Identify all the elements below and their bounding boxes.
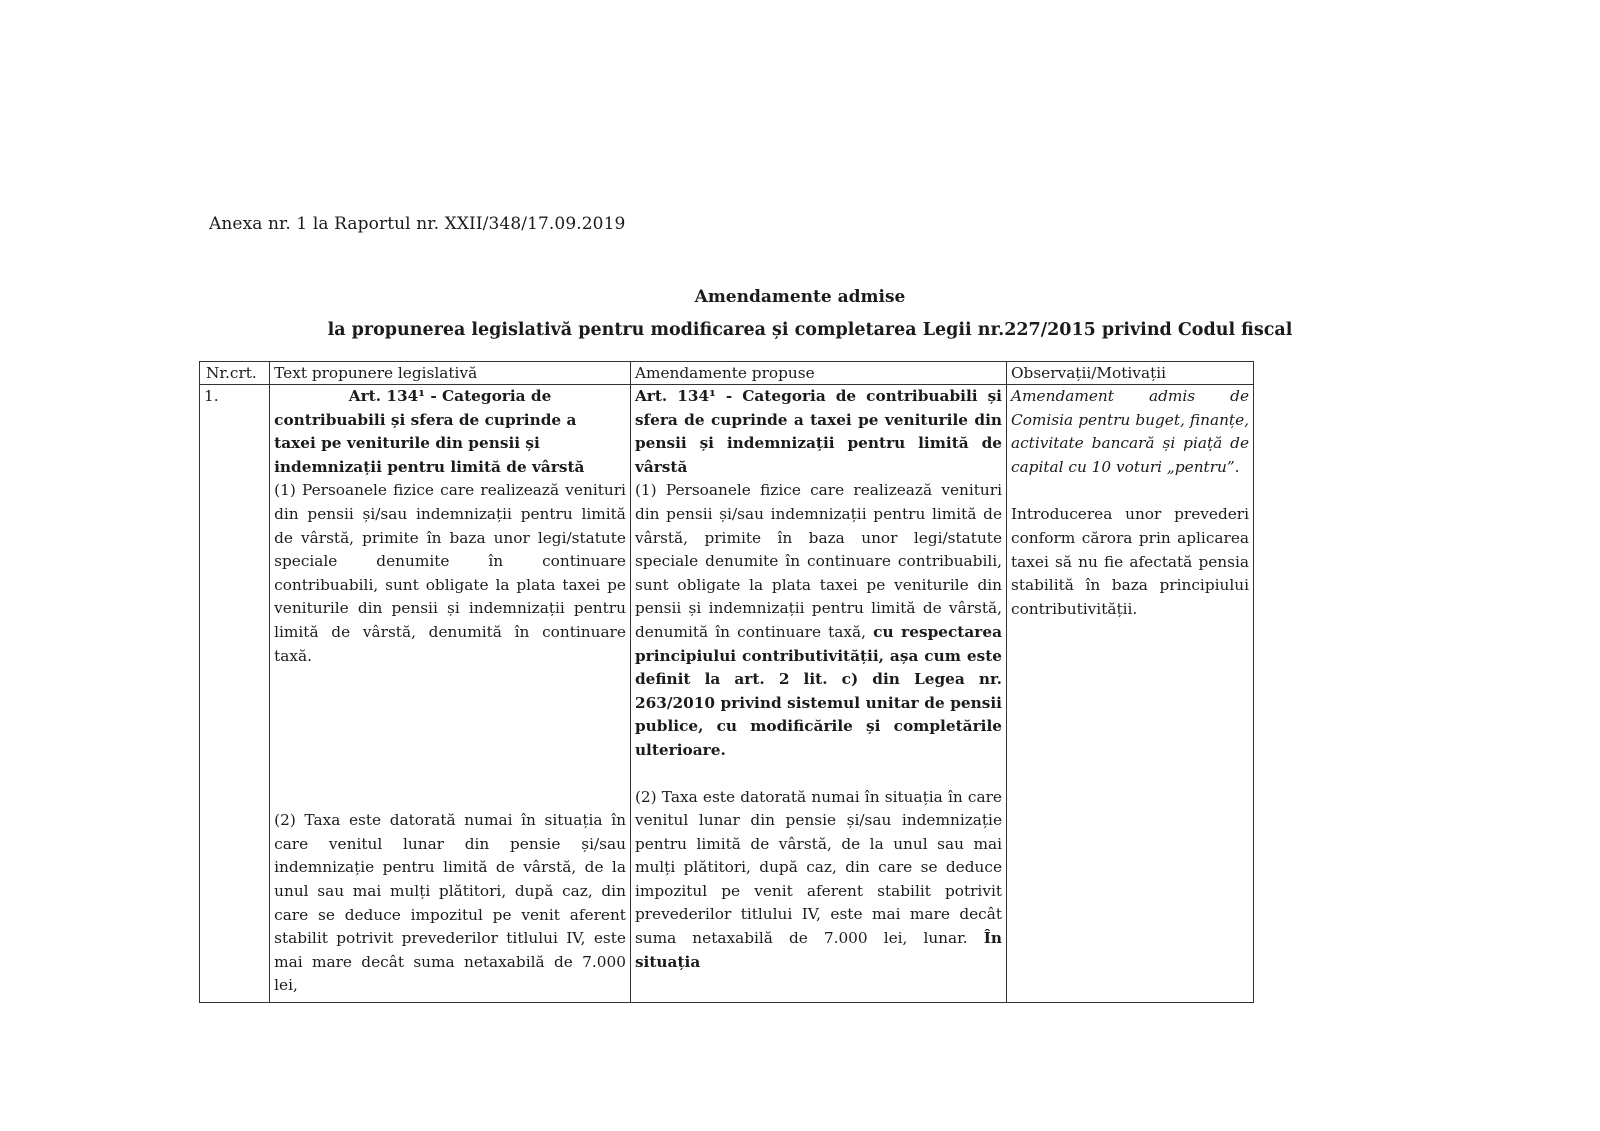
column-header-observations: Observații/Motivații: [1007, 362, 1254, 385]
committee-note: Amendament admis de Comisia pentru buget, finanțe, activitate bancară și piață de capital cu 10 voturi „pentru”.: [1011, 387, 1249, 476]
motivation-text: Introducerea unor prevederi conform cărora prin aplicarea taxei să nu fie afectată pensia stabilită în baza principiului contributivității.: [1011, 505, 1249, 618]
observations-cell: [1007, 385, 1254, 1003]
amendment-paragraph-1-addition: cu respectarea principiului contributivității, așa cum este definit la art. 2 lit. c) din Legea nr. 263/2010 privind sistemul unitar de pensii publice, cu modificările și completările ulterioare.: [634, 622, 1002, 759]
amendment-heading: Art. 134¹ - Categoria de contribuabili și sfera de cuprinde a taxei pe veniturile din pensii și indemnizații pentru limită de vârstă: [634, 387, 1002, 476]
article-heading-line: indemnizații pentru limită de vârstă: [274, 457, 585, 476]
paragraph-2: (2) Taxa este datorată numai în situația în care venitul lunar din pensie și/sau indemnizație pentru limită de vârstă, de la unul sau mai mulți plătitori, după caz, din care se deduce impozitul pe venit aferent stabilit potrivit prevederilor titlului IV, este mai mare decât suma netaxabilă de 7.000 lei,: [274, 811, 626, 995]
paragraph-1: (1) Persoanele fizice care realizează venituri din pensii și/sau indemnizații pentru limită de vârstă, primite în baza unor legi/statute speciale denumite în continuare contribuabili, sunt obligate la plata taxei pe veniturile din pensii și indemnizații pentru limită de vârstă, denumită în continuare taxă.: [274, 481, 626, 665]
article-heading-line: contribuabili și sfera de cuprinde a: [274, 410, 577, 429]
amendment-paragraph-1-text: (1) Persoanele fizice care realizează venituri din pensii și/sau indemnizații pentru limită de vârstă, primite în baza unor legi/statute speciale denumite în continuare contribuabili, sunt obligate la plata taxei pe veniturile din pensii și indemnizații pentru limită de vârstă, denumită în continuare taxă,: [634, 481, 1002, 641]
amendment-paragraph-2-addition: În situația: [634, 929, 1002, 971]
amendment-cell: [630, 385, 1006, 1003]
annex-reference: Anexa nr. 1 la Raportul nr. XXII/348/17.09.2019: [209, 214, 626, 234]
document-title: Amendamente admise: [694, 287, 906, 307]
table-header-row: [200, 362, 1254, 385]
legislative-text-cell: [270, 385, 631, 1003]
amendment-paragraph-1: [635, 479, 1002, 762]
column-header-text: Text propunere legislativă: [270, 362, 631, 385]
document-subtitle: la propunerea legislativă pentru modificarea și completarea Legii nr.227/2015 privind Codul fiscal: [327, 320, 1293, 340]
amendment-paragraph-2: [635, 786, 1002, 975]
article-heading-line: Art. 134¹ - Categoria de: [348, 387, 552, 405]
amendments-table: [199, 361, 1254, 1003]
row-number: 1.: [200, 385, 270, 1003]
table-row: [200, 385, 1254, 1003]
column-header-nr: Nr.crt.: [200, 362, 270, 385]
column-header-amendments: Amendamente propuse: [630, 362, 1006, 385]
article-heading-line: taxei pe veniturile din pensii și: [274, 434, 540, 453]
amendment-paragraph-2-text: (2) Taxa este datorată numai în situația în care venitul lunar din pensie și/sau indemnizație pentru limită de vârstă, de la unul sau mai mulți plătitori, după caz, din care se deduce impozitul pe venit aferent stabilit potrivit prevederilor titlului IV, este mai mare decât suma netaxabilă de 7.000 lei, lunar.: [634, 787, 1002, 948]
